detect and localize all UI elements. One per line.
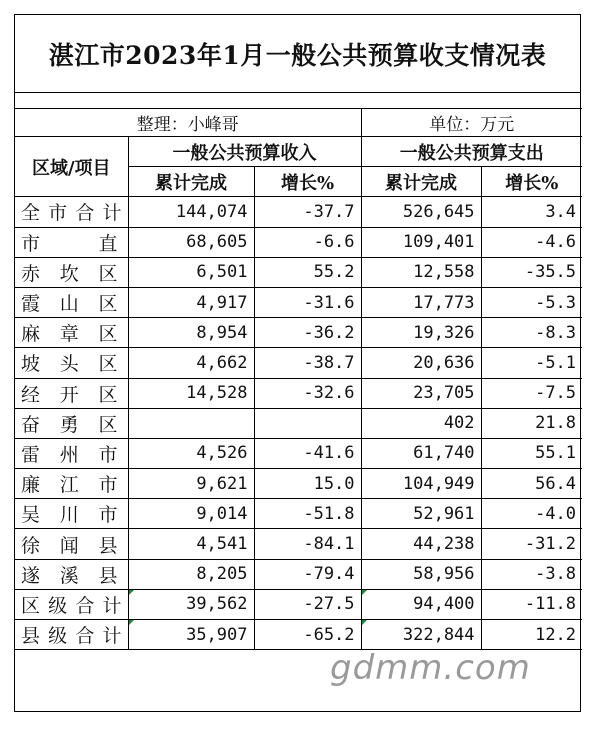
expense-growth-header: 增长% — [481, 167, 582, 197]
report-title: 湛江市2023年1月一般公共预算收支情况表 — [15, 15, 580, 93]
expense-growth-cell: -35.5 — [481, 257, 582, 287]
expense-cumulative-cell: 402 — [361, 408, 481, 438]
expense-growth-cell: -11.8 — [481, 589, 582, 619]
income-growth-cell: 15.0 — [254, 469, 361, 499]
table-row — [15, 589, 582, 619]
region-cell: 雷州市 — [15, 438, 128, 468]
income-group-header: 一般公共预算收入 — [128, 137, 361, 167]
region-cell: 坡头区 — [15, 348, 128, 378]
expense-cumulative-cell: 526,645 — [361, 197, 481, 227]
income-growth-cell: -37.7 — [254, 197, 361, 227]
income-growth-cell: -41.6 — [254, 438, 361, 468]
region-cell: 经开区 — [15, 378, 128, 408]
expense-cumulative-header: 累计完成 — [361, 167, 481, 197]
expense-cumulative-cell: 44,238 — [361, 529, 481, 559]
table-row — [15, 318, 582, 348]
expense-cumulative-cell: 58,956 — [361, 559, 481, 589]
expense-growth-cell: -4.0 — [481, 499, 582, 529]
table-row — [15, 348, 582, 378]
unit-label: 单位：万元 — [361, 109, 582, 137]
expense-growth-cell: -5.3 — [481, 287, 582, 317]
expense-growth-cell: -3.8 — [481, 559, 582, 589]
header-row-1 — [15, 137, 582, 167]
expense-growth-cell: 21.8 — [481, 408, 582, 438]
income-cumulative-cell — [128, 408, 254, 438]
expense-growth-cell: -5.1 — [481, 348, 582, 378]
income-cumulative-cell: 8,205 — [128, 559, 254, 589]
table-row — [15, 499, 582, 529]
income-growth-cell: -79.4 — [254, 559, 361, 589]
table-row — [15, 287, 582, 317]
income-growth-cell: -31.6 — [254, 287, 361, 317]
expense-group-header: 一般公共预算支出 — [361, 137, 582, 167]
expense-cumulative-cell: 109,401 — [361, 227, 481, 257]
income-cumulative-cell: 14,528 — [128, 378, 254, 408]
income-cumulative-cell: 4,917 — [128, 287, 254, 317]
income-cumulative-cell: 39,562 — [128, 589, 254, 619]
expense-cumulative-cell: 94,400 — [361, 589, 481, 619]
expense-cumulative-cell: 322,844 — [361, 620, 481, 650]
region-cell: 奋勇区 — [15, 408, 128, 438]
income-growth-cell: -38.7 — [254, 348, 361, 378]
expense-cumulative-cell: 17,773 — [361, 287, 481, 317]
income-growth-header: 增长% — [254, 167, 361, 197]
table-row — [15, 197, 582, 227]
table-row — [15, 257, 582, 287]
income-cumulative-cell: 8,954 — [128, 318, 254, 348]
region-cell: 徐闻县 — [15, 529, 128, 559]
income-cumulative-cell: 9,014 — [128, 499, 254, 529]
expense-growth-cell: -4.6 — [481, 227, 582, 257]
income-growth-cell: -36.2 — [254, 318, 361, 348]
region-cell: 麻章区 — [15, 318, 128, 348]
income-growth-cell: -27.5 — [254, 589, 361, 619]
expense-cumulative-cell: 104,949 — [361, 469, 481, 499]
region-cell: 市直 — [15, 227, 128, 257]
income-growth-cell: -32.6 — [254, 378, 361, 408]
table-row — [15, 559, 582, 589]
income-cumulative-cell: 4,526 — [128, 438, 254, 468]
income-growth-cell — [254, 408, 361, 438]
expense-growth-cell: 3.4 — [481, 197, 582, 227]
region-cell: 廉江市 — [15, 469, 128, 499]
region-cell: 县级合计 — [15, 620, 128, 650]
table-row — [15, 620, 582, 650]
expense-growth-cell: 56.4 — [481, 469, 582, 499]
expense-growth-cell: 55.1 — [481, 438, 582, 468]
table-row — [15, 227, 582, 257]
expense-growth-cell: -8.3 — [481, 318, 582, 348]
region-cell: 区级合计 — [15, 589, 128, 619]
region-cell: 霞山区 — [15, 287, 128, 317]
income-cumulative-cell: 68,605 — [128, 227, 254, 257]
income-cumulative-cell: 4,662 — [128, 348, 254, 378]
compiler-label: 整理：小峰哥 — [15, 109, 361, 137]
table-row — [15, 408, 582, 438]
watermark: gdmm.com — [330, 648, 531, 688]
income-cumulative-cell: 9,621 — [128, 469, 254, 499]
income-growth-cell: 55.2 — [254, 257, 361, 287]
expense-growth-cell: 12.2 — [481, 620, 582, 650]
expense-cumulative-cell: 61,740 — [361, 438, 481, 468]
expense-cumulative-cell: 23,705 — [361, 378, 481, 408]
income-cumulative-cell: 4,541 — [128, 529, 254, 559]
income-growth-cell: -51.8 — [254, 499, 361, 529]
table-row — [15, 469, 582, 499]
income-cumulative-cell: 144,074 — [128, 197, 254, 227]
expense-growth-cell: -7.5 — [481, 378, 582, 408]
expense-cumulative-cell: 19,326 — [361, 318, 481, 348]
table-row — [15, 529, 582, 559]
income-cumulative-cell: 6,501 — [128, 257, 254, 287]
income-growth-cell: -6.6 — [254, 227, 361, 257]
meta-row — [15, 109, 582, 137]
budget-table — [15, 108, 582, 650]
report-sheet — [14, 14, 581, 712]
region-cell: 遂溪县 — [15, 559, 128, 589]
expense-cumulative-cell: 12,558 — [361, 257, 481, 287]
expense-cumulative-cell: 52,961 — [361, 499, 481, 529]
income-growth-cell: -84.1 — [254, 529, 361, 559]
expense-growth-cell: -31.2 — [481, 529, 582, 559]
region-cell: 吴川市 — [15, 499, 128, 529]
income-cumulative-header: 累计完成 — [128, 167, 254, 197]
income-growth-cell: -65.2 — [254, 620, 361, 650]
table-row — [15, 378, 582, 408]
table-row — [15, 438, 582, 468]
region-column-header: 区域/项目 — [15, 137, 128, 197]
expense-cumulative-cell: 20,636 — [361, 348, 481, 378]
region-cell: 赤坎区 — [15, 257, 128, 287]
region-cell: 全市合计 — [15, 197, 128, 227]
income-cumulative-cell: 35,907 — [128, 620, 254, 650]
